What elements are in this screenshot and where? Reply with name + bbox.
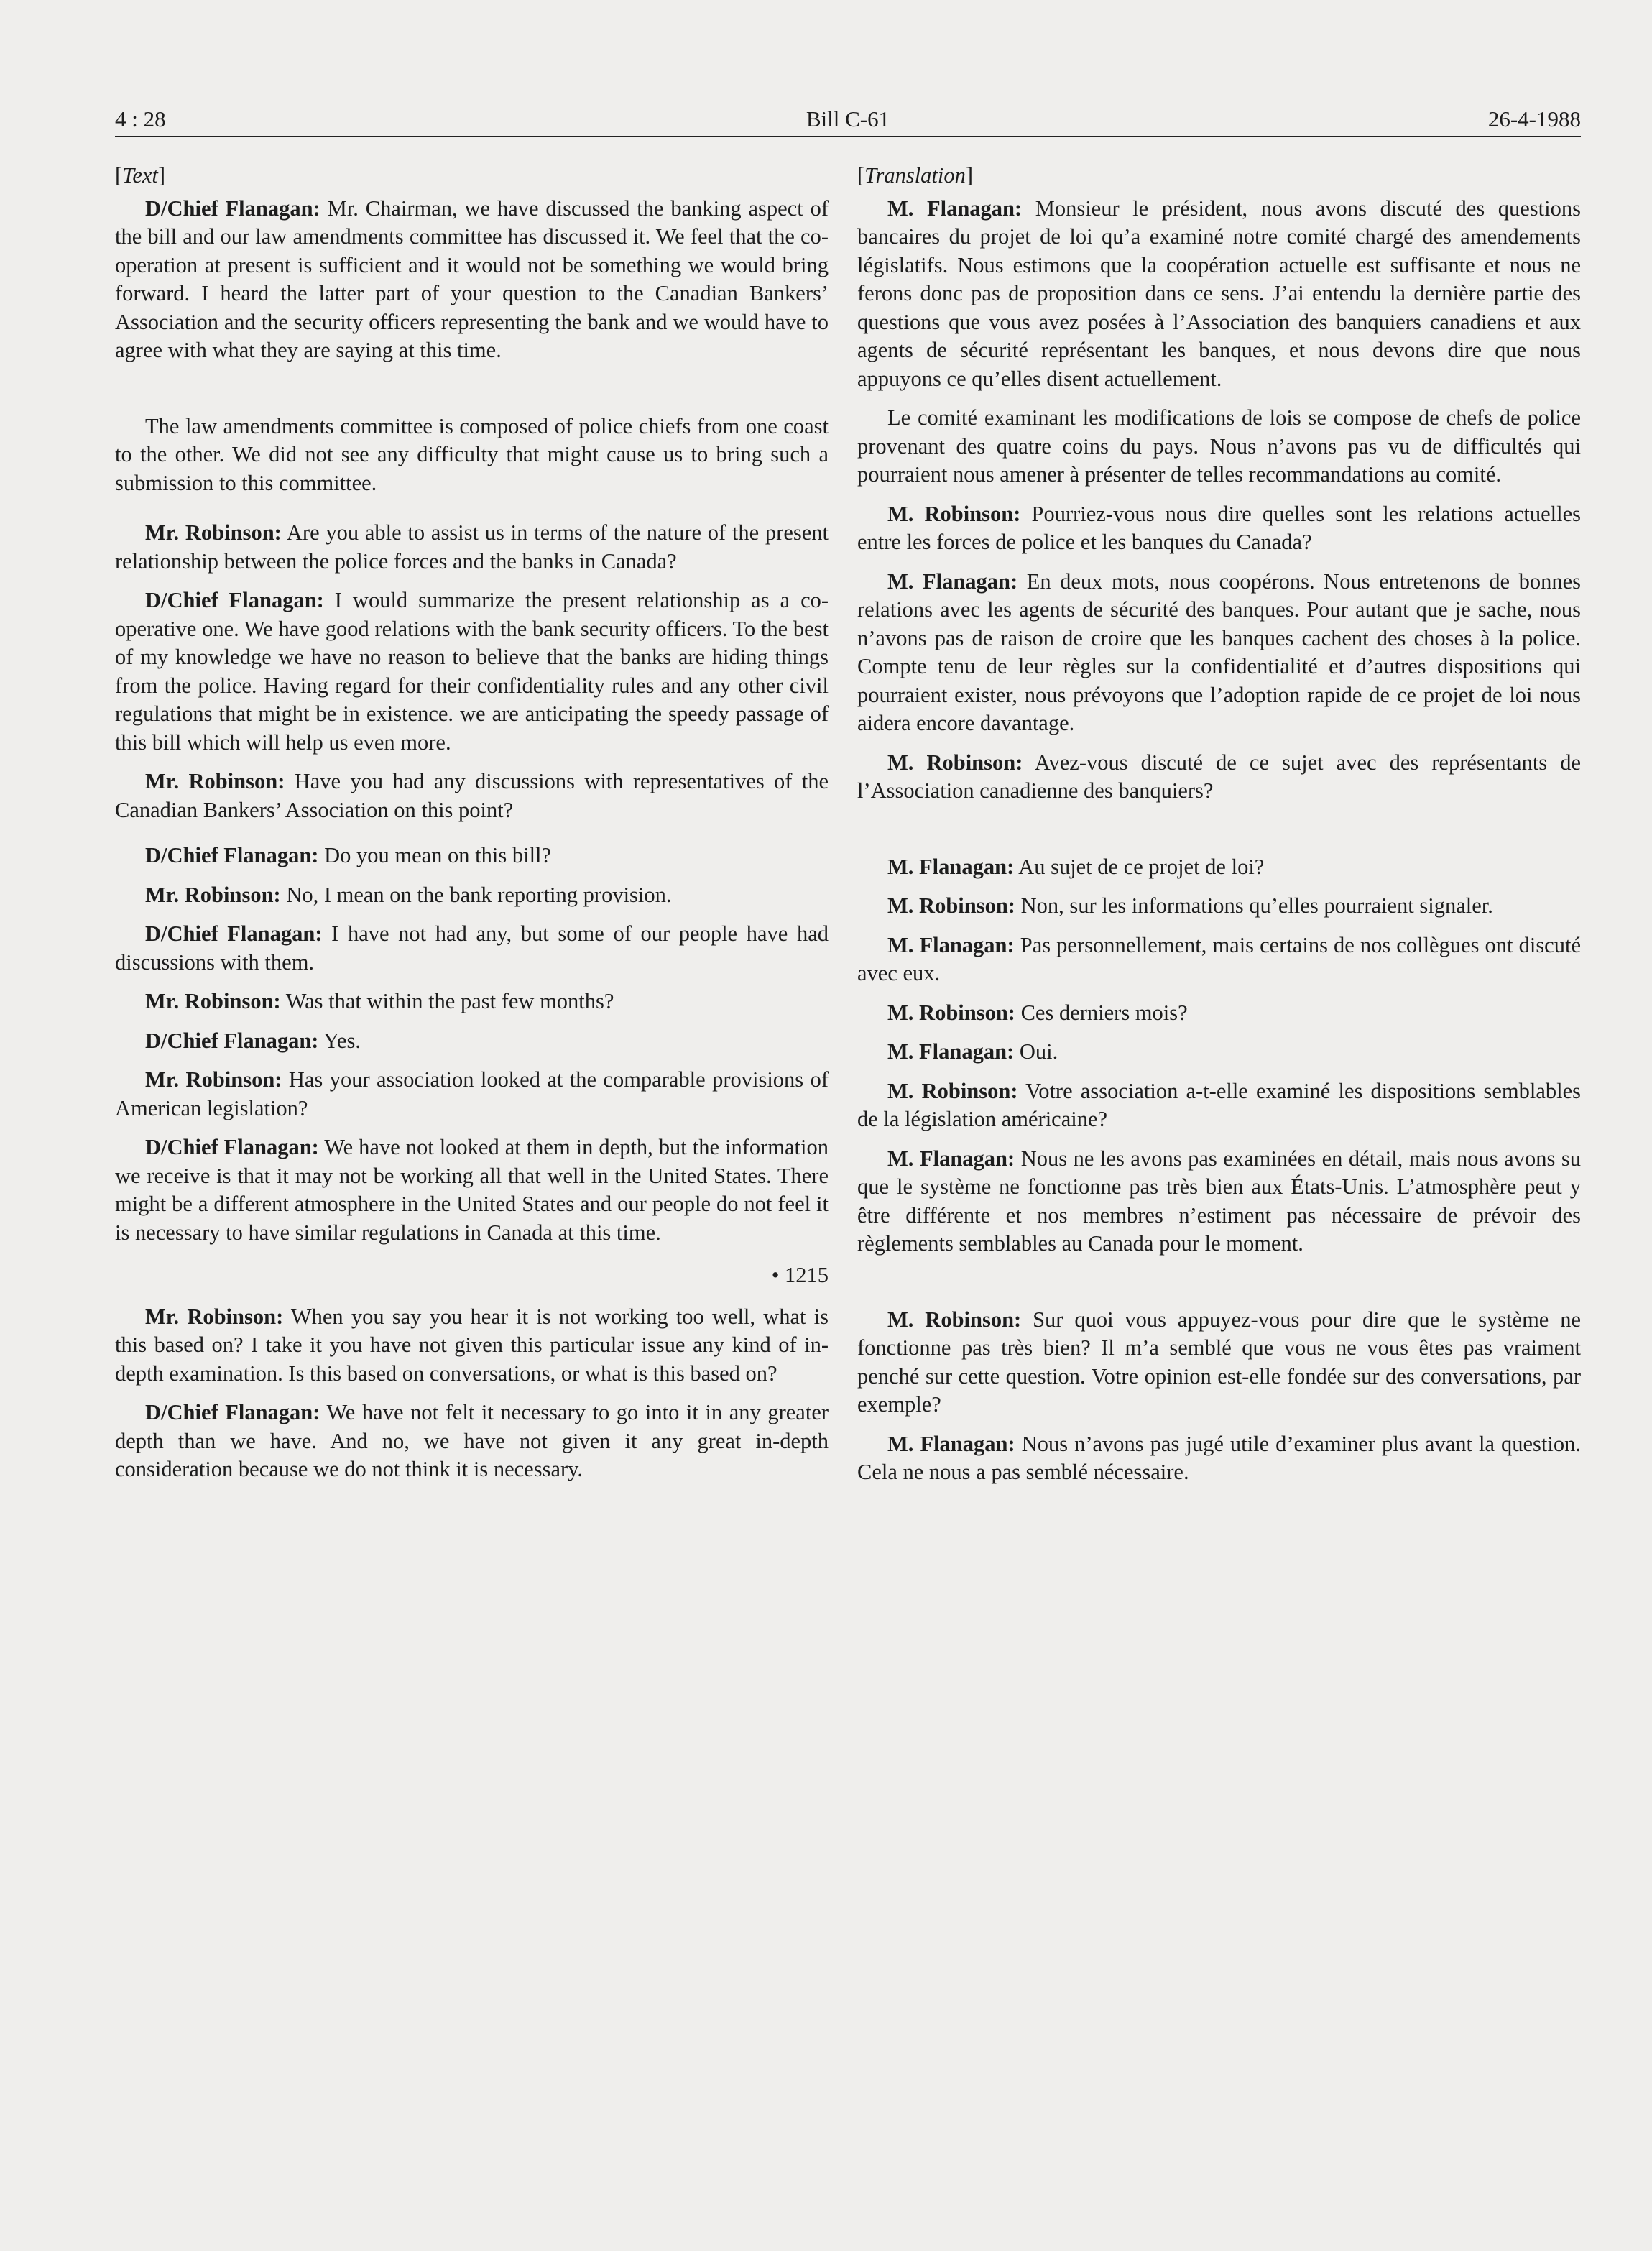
english-column (115, 162, 829, 1495)
speech-text: Votre association a-t-elle examiné les dispositions semblables de la législation américaine? (857, 1078, 1581, 1131)
paragraph (857, 404, 1581, 489)
paragraph (115, 413, 829, 498)
paragraph (857, 1077, 1581, 1134)
paragraph (857, 749, 1581, 806)
speaker-name: D/Chief Flanagan: (145, 195, 320, 221)
speech-text: Has your association looked at the comparable provisions of American legislation? (115, 1067, 829, 1120)
speech-text: Avez-vous discuté de ce sujet avec des représentants de l’Association canadienne des banquiers? (857, 750, 1581, 803)
paragraph (857, 1430, 1581, 1487)
speech-text: Au sujet de ce projet de loi? (1014, 854, 1265, 879)
paragraph (115, 1133, 829, 1247)
speech-text: Mr. Chairman, we have discussed the banking aspect of the bill and our law amendments committee has discussed it. We feel that the co-operation at present is sufficient and it would not be something we would bring forward. I heard the latter part of your question to the Canadian Bankers’ Association and the security officers representing the bank and we would have to agree with what they are saying at this time. (115, 195, 829, 362)
speaker-name: M. Flanagan: (887, 195, 1023, 221)
speech-text: En deux mots, nous coopérons. Nous entretenons de bonnes relations avec les agents de sécurité des banques. Pour autant que je sache, nous n’avons pas de raison de croire que les banques cachent des choses à la police. Compte tenu de leur règles sur la confidentialité et d’autres dispositions qui pourraient exister, nous prévoyons que l’adoption rapide de ce projet de loi nous aidera encore davantage. (857, 568, 1581, 735)
speaker-name: M. Flanagan: (887, 1039, 1015, 1064)
paragraph (857, 1306, 1581, 1419)
paragraph (857, 500, 1581, 557)
speech-text: Ces derniers mois? (1015, 1000, 1188, 1025)
speaker-name: D/Chief Flanagan: (145, 588, 324, 612)
paragraph (857, 931, 1581, 988)
speech-text: Do you mean on this bill? (318, 843, 552, 867)
speaker-name: M. Robinson: (887, 501, 1021, 526)
speaker-name: Mr. Robinson: (145, 1304, 284, 1329)
speaker-name: M. Flanagan: (887, 568, 1018, 594)
paragraph (857, 999, 1581, 1028)
speech-text: Monsieur le président, nous avons discuté des questions bancaires du projet de loi qu’a examiné notre comité chargé des amendements législatifs. Nous estimons que la coopération actuelle est suffisante et nous ne ferons donc pas de proposition dans ce sens. J’ai entendu la dernière partie des questions que vous avez posées à l’Association des banquiers canadiens et aux agents de sécurité représentant les banques, et nous devons dire que nous appuyons ce qu’elles disent actuellement. (857, 195, 1581, 391)
speech-text: Oui. (1014, 1039, 1058, 1064)
paragraph (857, 892, 1581, 921)
speaker-name: M. Robinson: (887, 750, 1023, 775)
speech-text: I would summarize the present relationship as a co-operative one. We have good relations with the bank security officers. To the best of my knowledge we have no reason to believe that the banks are hiding things from the police. Having regard for their confidentiality rules and any other civil regulations that might be in existence. we are anticipating the speedy passage of this bill which will help us even more. (115, 588, 829, 755)
speech-text: Was that within the past few months? (280, 989, 614, 1013)
speaker-name: M. Flanagan: (887, 1146, 1015, 1171)
speaker-name: D/Chief Flanagan: (145, 1400, 320, 1424)
speech-text: The law amendments committee is composed of police chiefs from one coast to the other. We did not see any difficulty that might cause us to bring such a submission to this committee. (115, 413, 829, 495)
speech-text: No, I mean on the bank reporting provision. (280, 882, 672, 907)
speaker-name: M. Robinson: (887, 893, 1015, 918)
speech-text: Nous ne les avons pas examinées en détail, mais nous avons su que le système ne fonctionne pas très bien aux États-Unis. L’atmosphère peut y être différente et nos membres n’estiment pas nécessaire de prévoir des règlements semblables au Canada pour le moment. (857, 1146, 1581, 1256)
speaker-name: D/Chief Flanagan: (145, 1028, 319, 1053)
speaker-name: Mr. Robinson: (145, 989, 281, 1013)
speech-text: Non, sur les informations qu’elles pourraient signaler. (1015, 893, 1493, 918)
speech-text: We have not looked at them in depth, but the information we receive is that it may not be working all that well in the United States. There might be a different atmosphere in the United States and our people do not feel it is necessary to have similar regulations in Canada at this time. (115, 1135, 829, 1245)
paragraph (857, 1145, 1581, 1258)
paragraph (857, 853, 1581, 882)
paragraph (115, 842, 829, 870)
column-label: [Translation] (857, 163, 974, 188)
speaker-name: Mr. Robinson: (145, 520, 282, 545)
paragraph (115, 519, 829, 576)
speech-text: Nous n’avons pas jugé utile d’examiner plus avant la question. Cela ne nous a pas semblé nécessaire. (857, 1431, 1582, 1484)
document-title: Bill C-61 (806, 106, 890, 132)
column-label: [Text] (115, 163, 166, 188)
paragraph (115, 768, 829, 824)
speech-text: When you say you hear it is not working too well, what is this based on? I take it you have not given this particular issue any kind of in-depth examination. Is this based on conversations, or what is this based on? (115, 1304, 829, 1386)
paragraph (115, 1027, 829, 1056)
speech-text: I have not had any, but some of our people have had discussions with them. (115, 921, 829, 975)
paragraph (115, 1066, 829, 1123)
speaker-name: Mr. Robinson: (145, 769, 285, 793)
speaker-name: Mr. Robinson: (145, 882, 281, 907)
header-rule (115, 136, 1581, 137)
speech-text: Have you had any discussions with representatives of the Canadian Bankers’ Association on this point? (115, 769, 829, 822)
speaker-name: M. Robinson: (887, 1307, 1022, 1332)
speaker-name: M. Flanagan: (887, 854, 1015, 879)
paragraph (857, 1038, 1581, 1067)
speech-text: Pas personnellement, mais certains de nos collègues ont discuté avec eux. (857, 932, 1581, 985)
speech-text: Pourriez-vous nous dire quelles sont les relations actuelles entre les forces de police et les banques du Canada? (857, 501, 1581, 554)
paragraph (857, 195, 1581, 394)
paragraph (115, 195, 829, 365)
speech-text: Sur quoi vous appuyez-vous pour dire que le système ne fonctionne pas très bien? Il m’a semblé que vous ne vous êtes pas vraiment penché sur cette question. Votre opinion est-elle fondée sur des conversations, par exemple? (857, 1307, 1581, 1417)
speech-text: Yes. (318, 1028, 361, 1053)
speech-text: We have not felt it necessary to go into it in any greater depth than we have. And no, we have not given it any great in-depth consideration because we do not think it is necessary. (115, 1400, 829, 1481)
paragraph (115, 881, 829, 910)
paragraph (115, 988, 829, 1016)
running-header (115, 103, 1581, 136)
paragraph (115, 1303, 829, 1389)
speech-text: Le comité examinant les modifications de lois se compose de chefs de police provenant des quatre coins du pays. Nous n’avons pas vu de difficultés qui pourraient nous amener à présenter de telles recommandations au comité. (857, 405, 1581, 487)
speech-text: Are you able to assist us in terms of the nature of the present relationship between the police forces and the banks in Canada? (115, 520, 829, 574)
document-date: 26-4-1988 (1487, 106, 1581, 132)
paragraph (857, 568, 1581, 738)
page-number: 4 : 28 (115, 106, 166, 132)
speaker-name: D/Chief Flanagan: (145, 921, 323, 946)
speaker-name: M. Flanagan: (887, 932, 1015, 957)
paragraph (115, 586, 829, 757)
french-column (857, 162, 1581, 1498)
speaker-name: M. Flanagan: (887, 1431, 1015, 1456)
paragraph (115, 920, 829, 977)
speaker-name: Mr. Robinson: (145, 1067, 282, 1092)
speaker-name: D/Chief Flanagan: (145, 1135, 319, 1159)
paragraph (115, 1399, 829, 1484)
time-marker: • 1215 (771, 1263, 829, 1287)
speaker-name: D/Chief Flanagan: (145, 843, 319, 867)
speaker-name: M. Robinson: (887, 1078, 1018, 1103)
speaker-name: M. Robinson: (887, 1000, 1015, 1025)
